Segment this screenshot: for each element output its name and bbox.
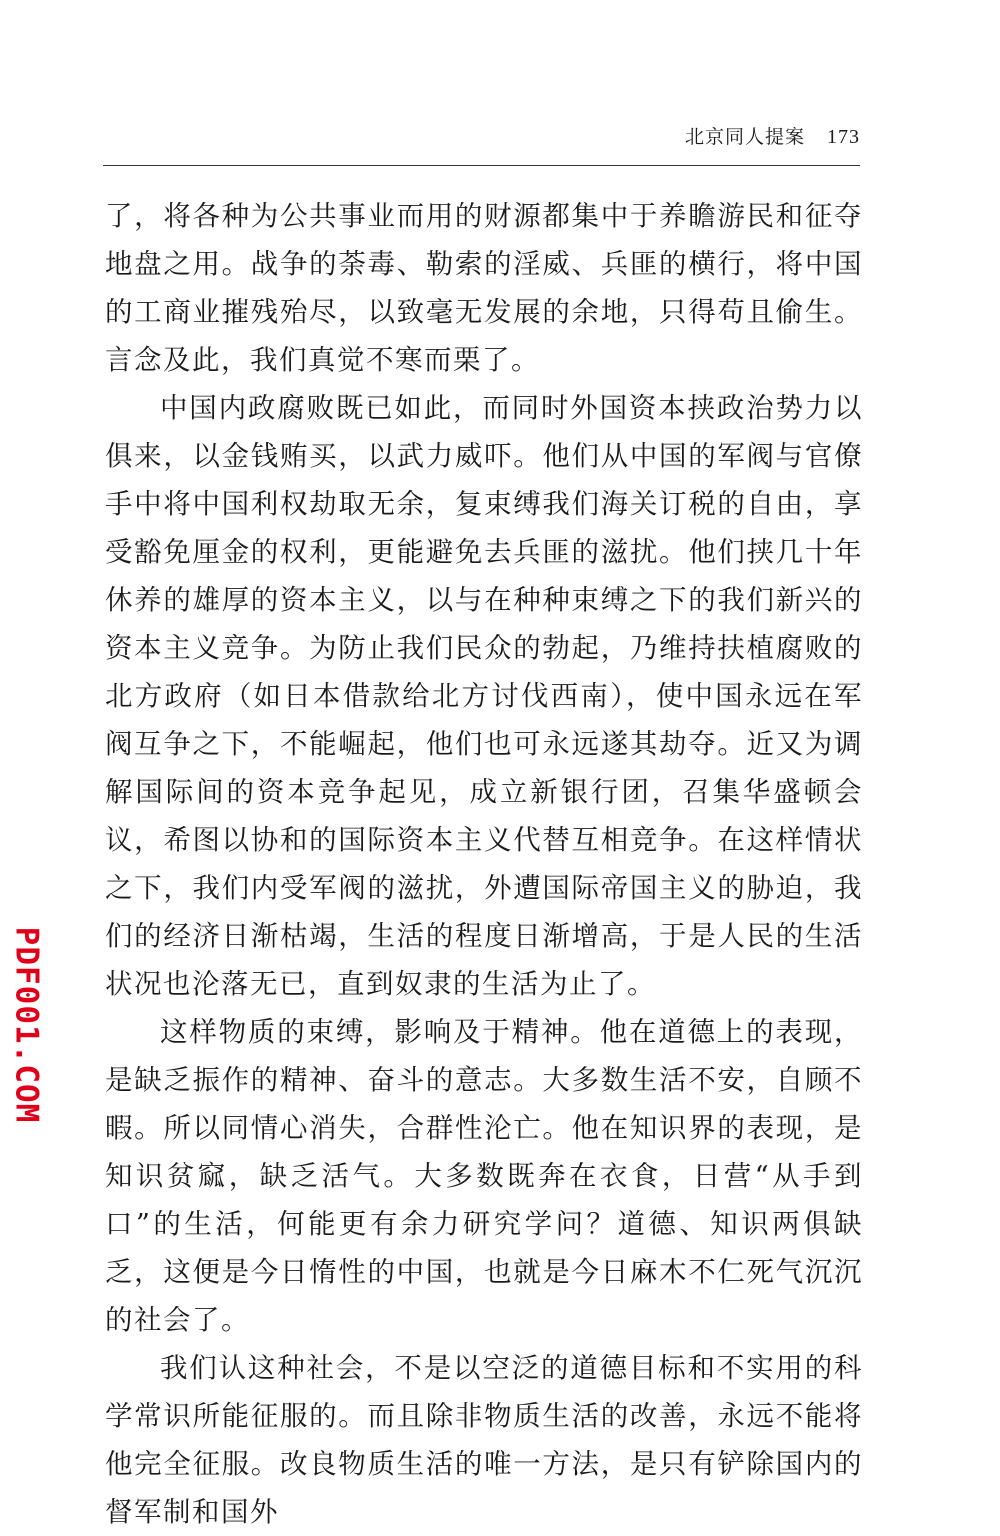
- page-number: 173: [827, 126, 860, 148]
- paragraph: 中国内政腐败既已如此，而同时外国资本挟政治势力以俱来，以金钱贿买，以武力威吓。他们从中国的军阀与官僚手中将中国利权劫取无余，复束缚我们海关订税的自由，享受豁免厘金的权利，更能避免去兵匪的滋扰。他们挟几十年休养的雄厚的资本主义，以与在种种束缚之下的我们新兴的资本主义竞争。为防止我们民众的勃起，乃维持扶植腐败的北方政府（如日本借款给北方讨伐西南），使中国永远在军阀互争之下，不能崛起，他们也可永远遂其劫夺。近又为调解国际间的资本竞争起见，成立新银行团，召集华盛顿会议，希图以协和的国际资本主义代替互相竞争。在这样情状之下，我们内受军阀的滋扰，外遭国际帝国主义的胁迫，我们的经济日渐枯竭，生活的程度日渐增高，于是人民的生活状况也沦落无已，直到奴隶的生活为止了。: [105, 392, 863, 1000]
- header-rule: [103, 165, 860, 166]
- paragraph: 这样物质的束缚，影响及于精神。他在道德上的表现，是缺乏振作的精神、奋斗的意志。大多数生活不安，自顾不暇。所以同情心消失，合群性沦亡。他在知识界的表现，是知识贫窳，缺乏活气。大多数既奔在衣食，日营“从手到口”的生活，何能更有余力研究学问？道德、知识两俱缺乏，这便是今日惰性的中国，也就是今日麻木不仁死气沉沉的社会了。: [105, 1016, 863, 1336]
- paragraph: 我们认这种社会，不是以空泛的道德目标和不实用的科学常识所能征服的。而且除非物质生活的改善，永远不能将他完全征服。改良物质生活的唯一方法，是只有铲除国内的督军制和国外: [105, 1352, 863, 1528]
- running-header-title: 北京同人提案: [684, 126, 805, 148]
- paragraph-continued: 了，将各种为公共事业而用的财源都集中于养瞻游民和征夺地盘之用。战争的荼毒、勒索的淫威、兵匪的横行，将中国的工商业摧残殆尽，以致毫无发展的余地，只得苟且偷生。言念及此，我们真觉不寒而栗了。: [105, 200, 863, 376]
- watermark-text: PDF001.COM: [8, 926, 45, 1124]
- running-header: [685, 122, 860, 149]
- watermark: [8, 926, 45, 1124]
- body-text: [105, 192, 863, 1536]
